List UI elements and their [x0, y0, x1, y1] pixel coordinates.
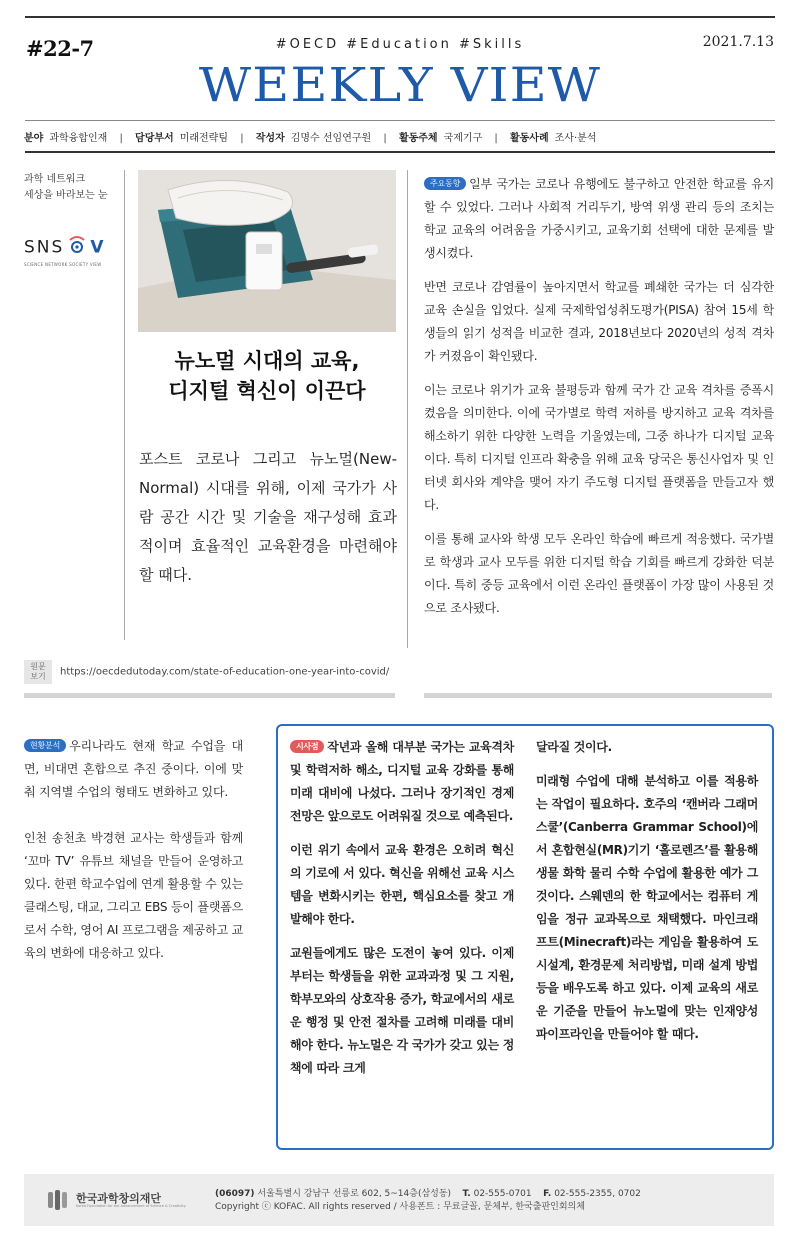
- trends-paragraph-3: 이는 코로나 위기가 교육 불평등과 함께 국가 간 교육 격차를 증폭시켰음을 의미한다. 이에 국가별로 학력 저하를 방지하고 교육 격차를 해소하기 위한 다양한 노력을 기울였는데, 그중 하나가 디지털 교육이다. 특히 디지털 인프라 확충을 위해 교육 당국은 통신사업자 및 인터넷 회사와 계약을 맺어 자기 주도형 디지털 플랫폼을 만들고자 했다.: [424, 383, 774, 512]
- source-label-line-2: 보기: [30, 672, 46, 681]
- trends-paragraph-2: 반면 코로나 감염률이 높아지면서 학교를 폐쇄한 국가는 더 심각한 교육 손실을 입었다. 실제 국제학업성취도평가(PISA) 참여 15세 학생들의 읽기 성적을 비교한 결과, 2018년보다 2020년의 성적 격차가 커졌음이 확인됐다.: [424, 280, 774, 363]
- meta-rule-bottom: [25, 151, 775, 153]
- source-url-link[interactable]: https://oecdedutoday.com/state-of-education-one-year-into-covid/: [60, 666, 390, 678]
- domestic-paragraph-2: 인천 송천초 박경현 교사는 학생들과 함께 ‘꼬마 TV’ 유튜브 채널을 만들어 운영하고 있다. 한편 학교수업에 연계 활용할 수 있는 클래스팅, 대교, 그리고 EBS 등이 플랫폼으로서 수학, 영어 AI 프로그램을 제공하고 교육의 변화에 대응하고 있다.: [24, 831, 243, 960]
- meta-row: [24, 129, 596, 144]
- article-photo: [138, 170, 396, 332]
- meta-separator: |: [119, 133, 123, 144]
- sns-view-logo: [24, 234, 119, 272]
- signal-icon: [66, 234, 88, 261]
- activity-label: 활동주체: [398, 133, 438, 144]
- logo-v: V: [90, 237, 106, 258]
- insight-paragraph-3: 교원들에게도 많은 도전이 놓여 있다. 이제부터는 학생들을 위한 교과과정 및 그 지원, 학부모와의 상호작용 증가, 학교에서의 새로운 행정 및 안전 절차를 고려해 미래를 대비해야 한다. 뉴노멀은 각 국가가 갖고 있는 정책에 따라 크게: [290, 946, 514, 1075]
- insight-paragraph-2: 이런 위기 속에서 교육 환경은 오히려 혁신의 기로에 서 있다. 혁신을 위해선 교육 시스템을 변화시키는 한편, 핵심요소를 찾고 개발해야 한다.: [290, 843, 514, 926]
- column-divider-middle: [407, 170, 408, 648]
- domestic-text-1: 우리나라도 현재 학교 수업을 대면, 비대면 혼합으로 추진 중이다. 이에 맞춰 지역별 수업의 형태도 변화하고 있다.: [24, 739, 243, 799]
- trends-paragraph-1: [424, 173, 774, 265]
- insight-paragraph-4: 달라질 것이다.: [536, 740, 612, 754]
- trends-paragraph-4: 이를 통해 교사와 학생 모두 온라인 학습에 빠르게 적응했다. 국가별로 학생과 교사 모두를 위한 디지털 학습 기회를 빠르게 강화한 덕분이다. 특히 중등 교육에서 이런 온라인 플랫폼이 가장 많이 사용된 것으로 조사됐다.: [424, 532, 774, 615]
- case-label: 활동사례: [509, 133, 549, 144]
- caption-line-2: 세상을 바라보는 눈: [24, 190, 108, 201]
- source-label: [24, 660, 52, 684]
- logo-text: SNS: [24, 237, 65, 258]
- tel-number: 02-555-0701: [473, 1189, 532, 1199]
- meta-rule-top: [25, 120, 775, 121]
- publish-date: 2021.7.13: [702, 34, 774, 50]
- meta-separator: |: [383, 133, 387, 144]
- kofac-logo-icon: [46, 1189, 68, 1211]
- footer: [24, 1174, 774, 1226]
- insight-paragraph-5: 미래형 수업에 대해 분석하고 이를 적용하는 작업이 필요하다. 호주의 ‘캔버라 그래머 스쿨’(Canberra Grammar School)에서 혼합현실(MR)기기 ‘홀로렌즈’를 활용해 생물 화학 물리 수학 수업에 활용한 예가 그것이다. 스웨덴의 한 학교에서는 컴퓨터 게임을 정규 교과목으로 채택했다. 마인크래프트(Minecraft)라는 게임을 활용하여 도시설계, 환경문제 처리방법, 미래 설계 방법 등을 배우도록 하고 있다. 이제 교육의 새로운 기준을 만들어 뉴노멀에 맞는 인재양성 파이프라인을 만들어야 할 때다.: [536, 774, 758, 1041]
- dept-value: 미래전략팀: [179, 133, 228, 144]
- fax-label: F.: [543, 1189, 552, 1199]
- column-divider-left: [124, 170, 125, 640]
- sidebar-caption: [24, 172, 108, 204]
- headline-line-2: 디지털 혁신이 이끈다: [168, 379, 366, 403]
- caption-line-1: 과학 네트워크: [24, 174, 86, 185]
- issue-number: #22-7: [26, 36, 94, 61]
- article-headline: [138, 346, 396, 406]
- source-label-line-1: 원문: [30, 662, 46, 671]
- trends-text-1: 일부 국가는 코로나 유행에도 불구하고 안전한 학교를 유지할 수 있었다. 그러나 사회적 거리두기, 방역 위생 관리 등의 조치는 학교 교육의 어려움을 가중시키고, 교육기회 선택에 대한 문제를 발생시켰다.: [424, 177, 774, 260]
- top-rule: [25, 16, 775, 18]
- insight-paragraph-1: [290, 736, 514, 828]
- tel-label: T.: [462, 1189, 471, 1199]
- trends-column: [424, 173, 774, 631]
- divider-bar-right: [424, 693, 772, 698]
- zip-code: (06097): [215, 1189, 255, 1199]
- fax-number: 02-555-2355, 0702: [554, 1189, 641, 1199]
- divider-bar-left: [24, 693, 395, 698]
- trends-badge: 주요동향: [424, 177, 466, 190]
- meta-separator: |: [494, 133, 498, 144]
- dept-label: 담당부서: [135, 133, 174, 144]
- insight-badge: 시사점: [290, 740, 324, 753]
- domestic-paragraph-1: [24, 735, 243, 804]
- field-label: 분야: [24, 133, 44, 144]
- field-value: 과학융합인재: [49, 133, 108, 144]
- author-label: 작성자: [255, 133, 285, 144]
- org-name: 한국과학창의재단: [76, 1192, 162, 1205]
- insight-column-right: [536, 736, 758, 1057]
- street-address: 서울특별시 강남구 선릉로 602, 5~14층(삼성동): [257, 1189, 452, 1199]
- activity-value: 국제기구: [443, 133, 483, 144]
- insight-column-left: [290, 736, 514, 1091]
- meta-separator: |: [240, 133, 244, 144]
- domestic-column: [24, 735, 243, 988]
- headline-line-1: 뉴노멀 시대의 교육,: [174, 349, 360, 373]
- masthead-title: WEEKLY VIEW: [198, 58, 602, 113]
- author-value: 김명수 선임연구원: [290, 133, 372, 144]
- footer-address: [215, 1188, 641, 1214]
- domestic-badge: 현황분석: [24, 739, 66, 752]
- source-link-row: [24, 660, 389, 684]
- org-subtitle: Korea Foundation for the Advancement of Science & Creativity: [76, 1204, 186, 1208]
- insight-text-1: 작년과 올해 대부분 국가는 교육격차 및 학력저하 해소, 디지털 교육 강화를 통해 미래 대비에 나섰다. 그러나 장기적인 경제 전망은 앞으로도 어려워질 것으로 예측된다.: [290, 740, 514, 823]
- article-lead: 포스트 코로나 그리고 뉴노멀(New-Normal) 시대를 위해, 이제 국가가 사람 공간 시간 및 기술을 재구성해 효과적이며 효율적인 교육환경을 마련해야 할 때다.: [139, 450, 397, 584]
- logo-subtitle: SCIENCE NETWORK SOCIETY VIEW: [24, 262, 102, 267]
- case-value: 조사·분석: [554, 133, 597, 144]
- hashtags: #OECD #Education #Skills: [275, 37, 525, 52]
- copyright-text: Copyright ⓒ KOFAC. All rights reserved / 사용폰트 : 무료글꼴, 문체부, 한국출판인회의체: [215, 1202, 585, 1212]
